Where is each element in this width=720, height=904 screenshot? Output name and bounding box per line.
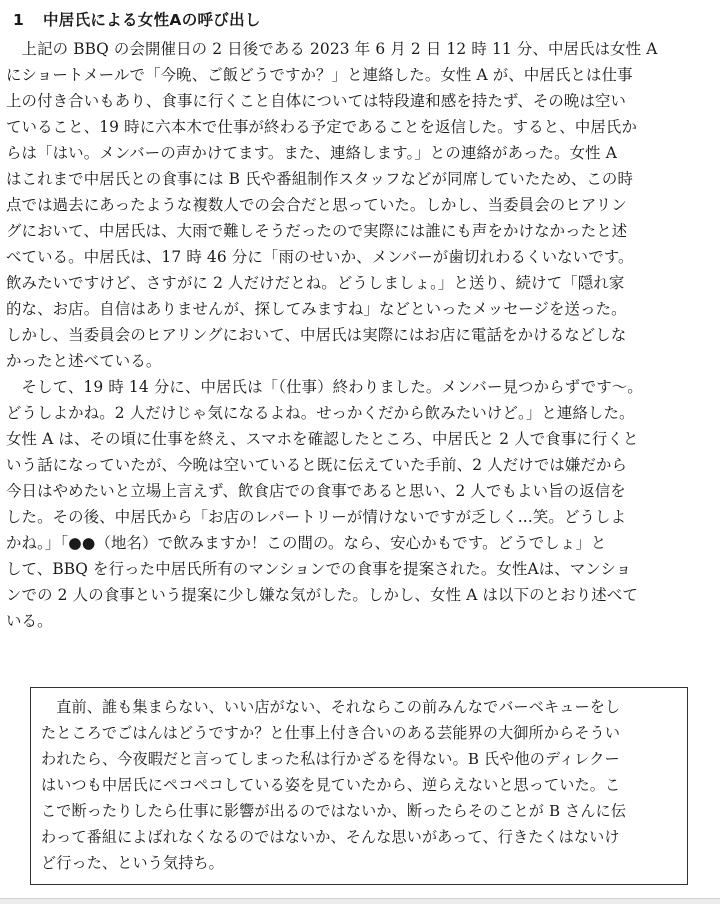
section-title: 中居氏による女性Aの呼び出し: [43, 11, 261, 29]
page-bottom-edge: [0, 898, 720, 904]
text-line: かったと述べている。: [6, 352, 162, 370]
text-line: どうしよかね。2 人だけじゃ気になるよね。せっかくだから飲みたいけど。」と連絡した。: [6, 404, 635, 422]
text-line: 点では過去にあったような複数人での会合だと思っていた。しかし、当委員会のヒアリン: [6, 196, 627, 214]
text-line: はこれまで中居氏との食事には B 氏や番組制作スタッフなどが同席していたため、この時: [6, 170, 634, 188]
text-line: にショートメールで「今晩、ご飯どうですか？」と連絡した。女性 A が、中居氏とは仕事: [6, 66, 633, 84]
text-line: しかし、当委員会のヒアリングにおいて、中居氏は実際にはお店に電話をかけるなどしな: [6, 326, 627, 344]
text-line: ンでの 2 人の食事という提案に少し嫌な気がした。しかし、女性 A は以下のとおり述べて: [6, 586, 638, 604]
text-line: 今日はやめたいと立場上言えず、飲食店での食事であると思い、2 人でもよい旨の返信を: [6, 482, 626, 500]
text-line: して、BBQ を行った中居氏所有のマンションでの食事を提案された。女性Aは、マンショ: [6, 560, 632, 578]
text-line: 上の付き合いもあり、食事に行くこと自体については特段違和感を持たず、その晩は空い: [6, 92, 627, 110]
text-line: ていること、19 時に六本木で仕事が終わる予定であることを返信した。すると、中居氏か: [6, 118, 638, 136]
paragraph: [6, 36, 718, 374]
paragraph: [6, 374, 718, 634]
text-line: 上記の BBQ の会開催日の 2 日後である 2023 年 6 月 2 日 12 時 11 分、中居氏は女性 A: [6, 40, 658, 58]
body-text: [6, 36, 718, 634]
quote-line: わって番組によばれなくなるのではないか、そんな思いがあって、行きたくはないけ: [41, 828, 620, 846]
quote-line: たところでごはんはどうですか？と仕事上付き合いのある芸能界の大御所からそうい: [41, 724, 621, 742]
text-line: 女性 A は、その頃に仕事を終え、スマホを確認したところ、中居氏と 2 人で食事に行くと: [6, 430, 639, 448]
quote-box: [30, 687, 688, 885]
quote-line: ど行った、という気持ち。: [41, 854, 224, 872]
text-line: 飲みたいですけど、さすがに 2 人だけだとね。どうしましょ。」と送り、続けて「隠れ家: [6, 274, 625, 292]
text-line: らは「はい。メンバーの声かけてます。また、連絡します。」との連絡があった。女性 A: [6, 144, 617, 162]
text-line: いう話になっていたが、今晩は空いていると既に伝えていた手前、2 人だけでは嫌だから: [6, 456, 628, 474]
quote-line: われたら、今夜暇だと言ってしまった私は行かざるを得ない。B 氏や他のディレクー: [41, 750, 620, 768]
text-line: かね。」「●●（地名）で飲みますか！この間の。なら、安心かもです。どうでしょ」と: [6, 534, 607, 552]
text-line: そして、19 時 14 分に、中居氏は「（仕事）終わりました。メンバー見つからずです〜。: [6, 378, 643, 396]
section-number: 1: [13, 11, 25, 29]
section-heading: [13, 7, 261, 33]
text-line: いる。: [6, 612, 53, 630]
quote-line: こで断ったりしたら仕事に影響が出るのではないか、断ったらそのことが B さんに伝: [41, 802, 627, 820]
quote-line: はいつも中居氏にペコペコしている姿を見ていたから、逆らえないと思っていた。こ: [41, 776, 621, 794]
text-line: グにおいて、中居氏は、大雨で難しそうだったので実際には誰にも声をかけなかったと述: [6, 222, 628, 240]
text-line: 的な、お店。自信はありませんが、探してみますね」などといったメッセージを送った。: [6, 300, 627, 318]
text-line: べている。中居氏は、17 時 46 分に「雨のせいか、メンバーが歯切れわるくいないです。: [6, 248, 634, 266]
text-line: した。その後、中居氏から「お店のレパートリーが情けないですが乏しく...笑。どうしよ: [6, 508, 627, 526]
quote-line: 直前、誰も集まらない、いい店がない、それならこの前みんなでバーベキューをし: [41, 698, 621, 716]
quote-text: [41, 694, 681, 876]
